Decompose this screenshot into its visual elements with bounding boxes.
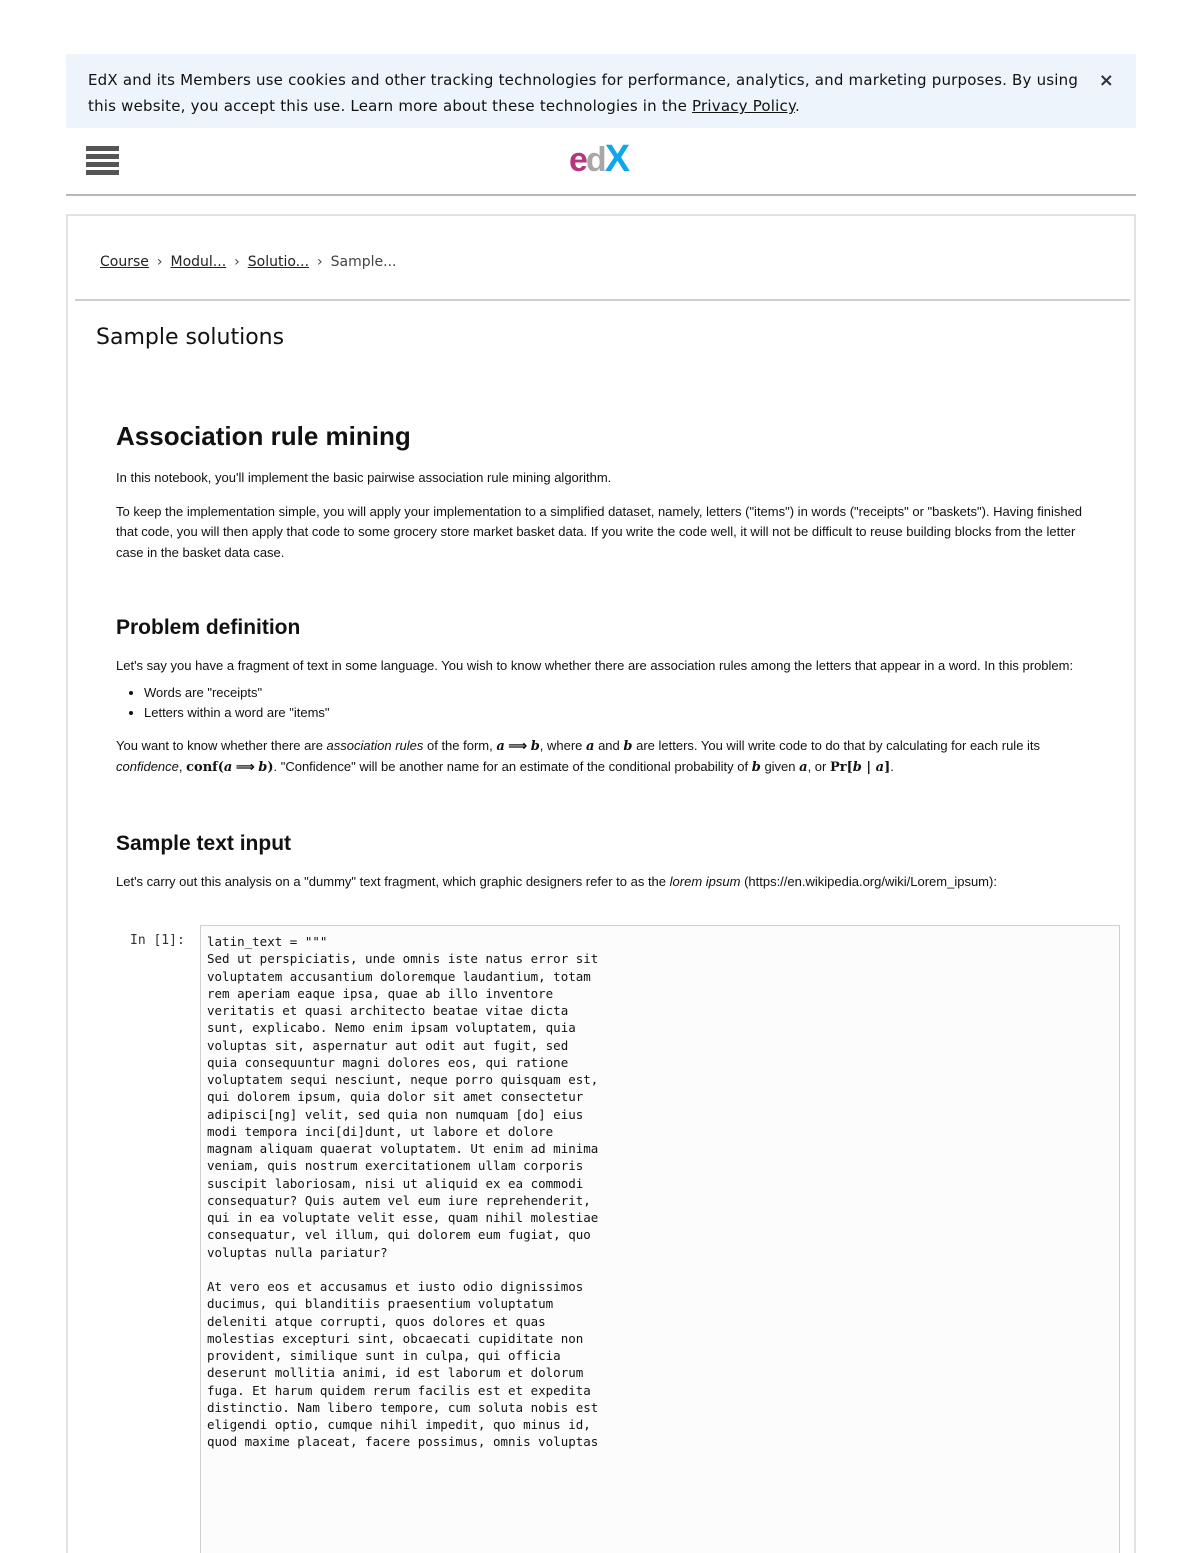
breadcrumb-divider (75, 299, 1130, 301)
page-title: Sample solutions (96, 325, 285, 350)
code-editor[interactable] (200, 925, 1120, 1553)
notebook-title: Association rule mining (116, 421, 411, 451)
math-a: a (496, 738, 505, 754)
rule-text: are letters. You will write code to do that by calculating for each rule its (632, 737, 1041, 753)
lorem-ipsum-url: (https://en.wikipedia.org/wiki/Lorem_ipsum) (744, 873, 994, 889)
rule-text: and (594, 737, 624, 753)
hamburger-menu-icon[interactable] (86, 146, 119, 174)
problem-list (116, 683, 1106, 723)
close-icon[interactable]: × (1098, 70, 1114, 91)
site-header (66, 128, 1136, 196)
math-b: b (751, 760, 761, 775)
math-b: b (852, 760, 862, 775)
math-a: a (223, 760, 233, 775)
rule-text: , or (807, 759, 830, 774)
cookie-text-end: . (794, 97, 800, 115)
math-b: b (623, 738, 633, 754)
rule-text: . (890, 759, 894, 774)
breadcrumb-sep: › (234, 254, 240, 270)
privacy-policy-link[interactable]: Privacy Policy (692, 97, 795, 115)
breadcrumb-current: Sample... (330, 254, 397, 270)
rule-text: of the form, (423, 737, 497, 753)
logo-d: d (585, 141, 605, 179)
notebook-content (116, 418, 1106, 905)
list-item: • Letters within a word are "items" (144, 703, 1106, 723)
math-a: a (799, 760, 808, 775)
problem-paragraph: Let's say you have a fragment of text in some language. You wish to know whether there are association rules among the letters that appear in a word. In this problem: (116, 658, 1074, 673)
math-a: a (586, 738, 595, 754)
sample-heading: Sample text input (116, 831, 292, 855)
cookie-banner (66, 54, 1136, 128)
math-pr: Pr (829, 760, 847, 775)
math-b: b (530, 738, 540, 754)
breadcrumb-sep: › (317, 254, 323, 270)
rule-text: You want to know whether there are (116, 737, 327, 753)
problem-heading: Problem definition (116, 616, 301, 639)
rule-paragraph: You want to know whether there are association rules of the form, a ⟹ b, where a and b are letters. You will write code to do that by calculating for each rule its confidence, conf(a ⟹ b). "Confidence" will be another name for an estimate of the conditional probability of b given a, or Pr[b | a]. (116, 737, 1041, 775)
sample-paragraph (116, 872, 1106, 893)
code-cell (130, 925, 1120, 1553)
code-text[interactable]: latin_text = """ Sed ut perspiciatis, unde omnis iste natus error sit voluptatem accusantium doloremque laudantium, totam rem aperiam eaque ipsa, quae ab illo inventore veritatis et quasi architecto beatae vitae dicta sunt, explicabo. Nemo enim ipsam voluptatem, quia voluptas sit, aspernatur aut odit aut fugit, sed quia consequuntur magni dolores eos, qui ratione voluptatem sequi nesciunt, neque porro quisquam est, qui dolorem ipsum, quia dolor sit amet consectetur adipisci[ng] velit, sed quia non numquam [do] eius modi tempora inci[di]dunt, ut labore et dolore magnam aliquam quaerat voluptatem. Ut enim ad minima veniam, quis nostrum exercitationem ullam corporis suscipit laboriosam, nisi ut aliquid ex ea commodi consequatur? Quis autem vel eum iure reprehenderit, qui in ea voluptate velit esse, quam nihil molestiae consequatur, vel illum, qui dolorem eum fugiat, quo voluptas nulla pariatur? At vero eos et accusamus et iusto odio dignissimos ducimus, qui blanditiis praesentium voluptatum deleniti atque corrupti, quos dolores et quas molestias excepturi sint, obcaecati cupiditate non provident, similique sunt in culpa, qui officia deserunt mollitia animi, id est laborum et dolorum fuga. Et harum quidem rerum facilis est et expedita distinctio. Nam libero tempore, cum soluta nobis est eligendi optio, cumque nihil impedit, quo minus id, quod maxime placeat, facere possimus, omnis voluptas (207, 934, 599, 1450)
math-conf: conf (186, 760, 218, 775)
list-item: • Words are "receipts" (144, 683, 1106, 703)
breadcrumb-solutions[interactable]: Solutio... (247, 254, 310, 270)
breadcrumb-module[interactable]: Modul... (170, 254, 227, 270)
rule-text-em: association rules (326, 737, 424, 753)
rule-text: , where (539, 737, 587, 753)
sample-text: : (993, 873, 997, 889)
breadcrumb-sep: › (156, 254, 163, 270)
cookie-text: EdX and its Members use cookies and other tracking technologies for performance, analytics, and marketing purposes. By using this website, you accept this use. Learn more about these technologies in the (88, 71, 1079, 115)
rule-text: , (178, 759, 187, 774)
edx-logo[interactable] (569, 138, 628, 181)
rule-text: . "Confidence" will be another name for an estimate of the conditional probability of (273, 759, 752, 774)
logo-e: e (569, 141, 586, 179)
rule-text-em: confidence (116, 759, 179, 774)
arrow-icon: ⟹ (508, 737, 528, 753)
intro-paragraph: In this notebook, you'll implement the basic pairwise association rule mining algorithm. (116, 470, 612, 485)
logo-x: X (604, 138, 629, 180)
math-b: b (258, 760, 268, 775)
math-a: a (875, 760, 885, 775)
lorem-ipsum-link[interactable] (670, 874, 994, 889)
sample-text: Let's carry out this analysis on a "dummy" text fragment, which graphic designers refer to as the (116, 873, 670, 889)
arrow-icon: ⟹ (235, 759, 255, 774)
lorem-ipsum-link-text: lorem ipsum (669, 873, 741, 889)
cell-prompt: In [1]: (130, 933, 185, 948)
rule-text: given (760, 759, 800, 774)
breadcrumb (100, 254, 396, 270)
implementation-paragraph: To keep the implementation simple, you will apply your implementation to a simplified dataset, namely, letters ("items") in words ("receipts" or "baskets"). Having finished that code, you will then apply that code to some grocery store market basket data. If you write the code well, it will not be difficult to reuse building blocks from the letter case in the basket data case. (116, 503, 1083, 560)
breadcrumb-course[interactable]: Course (100, 254, 149, 270)
